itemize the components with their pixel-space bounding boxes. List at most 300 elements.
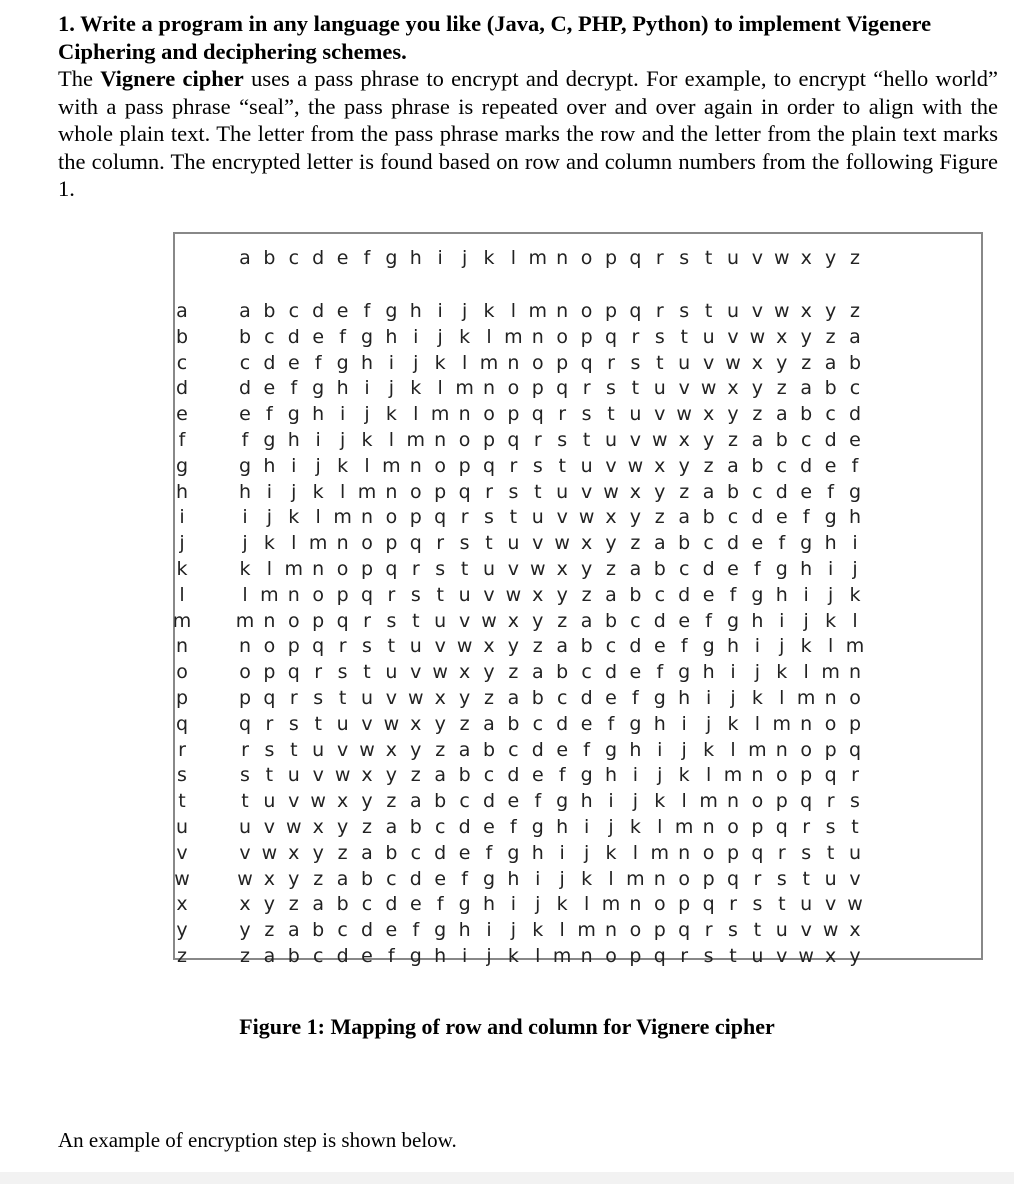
table-cell: g: [238, 454, 252, 477]
table-cell: g: [434, 919, 447, 942]
table-cell: k: [800, 635, 812, 658]
table-cell: f: [827, 480, 834, 503]
column-header-c: c: [288, 247, 300, 269]
table-cell: v: [434, 635, 446, 658]
row-label-e: e: [176, 403, 188, 426]
table-cell: d: [824, 429, 837, 451]
table-cell: y: [678, 454, 690, 477]
table-cell: a: [458, 738, 471, 761]
table-cell: y: [288, 867, 300, 890]
table-cell: w: [334, 764, 351, 787]
table-cell: g: [678, 661, 691, 684]
table-cell: t: [582, 429, 591, 451]
table-cell: s: [313, 687, 324, 709]
table-cell: o: [531, 351, 544, 374]
table-cell: m: [699, 790, 718, 813]
table-cell: w: [359, 738, 375, 761]
table-cell: k: [459, 325, 471, 348]
table-cell: z: [459, 712, 470, 735]
table-cell: g: [751, 583, 764, 606]
table-cell: f: [729, 583, 737, 606]
table-cell: s: [264, 738, 275, 761]
table-cell: r: [265, 712, 274, 735]
table-cell: q: [604, 325, 618, 348]
table-cell: c: [288, 300, 300, 322]
table-cell: t: [265, 764, 274, 787]
table-cell: s: [581, 403, 592, 426]
table-cell: k: [483, 300, 495, 322]
table-cell: n: [678, 841, 691, 864]
table-cell: x: [385, 738, 398, 761]
table-cell: h: [678, 687, 691, 709]
table-cell: a: [263, 945, 276, 967]
table-cell: i: [266, 480, 273, 503]
table-cell: s: [728, 919, 738, 942]
table-cell: u: [263, 790, 276, 813]
table-cell: s: [386, 609, 397, 632]
table-cell: o: [336, 558, 349, 580]
table-cell: r: [802, 816, 811, 838]
table-cell: a: [824, 351, 837, 374]
table-cell: e: [653, 635, 666, 658]
table-cell: o: [312, 583, 324, 606]
table-cell: r: [729, 893, 737, 916]
table-cell: u: [360, 687, 374, 709]
row-label-n: n: [175, 635, 189, 658]
row-label-i: i: [179, 506, 185, 529]
table-cell: a: [800, 377, 813, 400]
table-cell: u: [434, 609, 447, 632]
table-cell: r: [338, 635, 347, 658]
table-cell: s: [801, 841, 812, 864]
table-cell: l: [388, 429, 395, 451]
table-cell: l: [754, 712, 761, 735]
table-cell: s: [850, 790, 860, 813]
table-cell: v: [751, 300, 764, 322]
table-cell: e: [824, 454, 837, 477]
table-cell: z: [508, 661, 519, 684]
table-cell: l: [486, 325, 492, 348]
table-cell: k: [239, 558, 251, 580]
table-cell: j: [657, 764, 663, 787]
table-cell: x: [678, 429, 690, 451]
table-cell: q: [702, 893, 715, 916]
table-cell: t: [607, 403, 615, 426]
table-cell: w: [798, 945, 814, 967]
table-cell: j: [461, 300, 468, 322]
table-cell: e: [775, 506, 788, 529]
table-cell: h: [238, 480, 252, 503]
table-cell: i: [779, 609, 785, 632]
table-cell: e: [458, 841, 471, 864]
table-cell: y: [702, 429, 715, 451]
table-cell: f: [241, 429, 249, 451]
table-cell: g: [556, 790, 569, 813]
table-cell: l: [583, 893, 590, 916]
table-cell: q: [556, 377, 569, 400]
table-cell: l: [657, 816, 663, 838]
table-cell: p: [653, 919, 666, 942]
table-cell: p: [702, 867, 715, 890]
table-cell: q: [726, 867, 740, 890]
table-cell: i: [705, 687, 712, 709]
table-cell: i: [657, 738, 663, 761]
table-cell: q: [409, 532, 422, 555]
table-cell: g: [312, 377, 325, 400]
row-label-m: m: [172, 609, 192, 632]
table-cell: p: [238, 687, 252, 709]
table-cell: k: [776, 661, 788, 684]
table-cell: h: [775, 583, 788, 606]
table-cell: q: [385, 558, 398, 580]
table-cell: p: [678, 893, 691, 916]
table-cell: t: [387, 635, 396, 658]
table-cell: n: [409, 454, 422, 477]
table-cell: t: [851, 816, 859, 838]
table-cell: k: [507, 945, 519, 967]
table-cell: x: [727, 377, 739, 400]
table-cell: e: [678, 609, 691, 632]
table-cell: v: [361, 712, 373, 735]
column-header-m: m: [528, 247, 548, 269]
table-cell: m: [796, 687, 816, 709]
table-cell: i: [583, 816, 590, 838]
table-cell: x: [410, 712, 422, 735]
table-cell: o: [556, 325, 568, 348]
table-cell: y: [336, 816, 349, 838]
table-cell: d: [702, 558, 715, 580]
table-cell: z: [288, 893, 299, 916]
table-cell: t: [509, 506, 518, 529]
column-header-w: w: [774, 247, 790, 269]
table-cell: g: [409, 945, 422, 967]
table-cell: y: [556, 583, 568, 606]
row-label-k: k: [176, 558, 188, 580]
table-cell: z: [557, 609, 568, 632]
table-cell: d: [580, 687, 593, 709]
table-cell: n: [848, 661, 862, 684]
table-cell: p: [263, 661, 276, 684]
table-cell: r: [826, 790, 835, 813]
table-cell: b: [482, 738, 496, 761]
table-cell: s: [752, 893, 763, 916]
table-cell: a: [629, 558, 642, 580]
table-cell: g: [653, 687, 666, 709]
table-cell: n: [507, 351, 520, 374]
table-cell: p: [434, 480, 447, 503]
table-cell: y: [312, 841, 324, 864]
table-cell: g: [507, 841, 520, 864]
column-header-a: a: [239, 247, 251, 269]
table-cell: j: [754, 661, 761, 684]
table-cell: k: [678, 764, 690, 787]
table-cell: s: [703, 945, 714, 967]
table-cell: r: [777, 841, 786, 864]
table-cell: l: [437, 377, 443, 400]
table-cell: q: [458, 480, 471, 503]
table-cell: m: [357, 480, 377, 503]
table-cell: a: [507, 687, 520, 709]
table-cell: b: [409, 816, 422, 838]
table-cell: c: [654, 583, 666, 606]
table-cell: b: [531, 687, 544, 709]
table-cell: k: [385, 403, 397, 426]
column-header-e: e: [336, 247, 349, 269]
table-cell: w: [652, 429, 668, 451]
table-cell: p: [336, 583, 349, 606]
table-cell: h: [751, 609, 764, 632]
table-cell: x: [239, 893, 251, 916]
table-cell: d: [336, 945, 349, 967]
table-cell: f: [363, 300, 371, 322]
table-cell: u: [287, 764, 300, 787]
table-cell: f: [388, 945, 395, 967]
table-cell: u: [726, 300, 740, 322]
table-cell: m: [821, 661, 840, 684]
table-cell: q: [238, 712, 252, 735]
intro-bold-term: Vignere cipher: [100, 66, 244, 91]
table-cell: u: [531, 506, 544, 529]
table-cell: g: [580, 764, 593, 787]
table-cell: m: [552, 945, 572, 967]
table-cell: i: [291, 454, 297, 477]
table-cell: l: [315, 506, 321, 529]
table-cell: m: [479, 351, 499, 374]
table-cell: m: [260, 583, 279, 606]
table-cell: n: [263, 609, 276, 632]
intro-rest: uses a pass phrase to encrypt and decrypt. For example, to encrypt “hello world” with a pass phrase “seal”, the pass phrase is repeated over and over again in order to align with the whole plain text. The letter from the pass phrase marks the row and the letter from the plain text marks the column. The encrypted letter is found based on row and column numbers from the following Figure 1.: [58, 66, 998, 201]
row-label-j: j: [179, 532, 185, 555]
table-cell: q: [263, 687, 276, 709]
table-cell: p: [287, 635, 300, 658]
table-cell: x: [336, 790, 349, 813]
table-cell: x: [580, 532, 593, 555]
table-cell: h: [312, 403, 325, 426]
table-cell: j: [583, 841, 590, 864]
table-cell: v: [312, 764, 324, 787]
table-cell: y: [458, 687, 471, 709]
table-cell: y: [654, 480, 666, 503]
row-label-x: x: [176, 893, 188, 916]
table-cell: v: [824, 893, 837, 916]
table-cell: v: [410, 661, 422, 684]
table-cell: d: [287, 325, 300, 348]
table-cell: n: [238, 635, 252, 658]
table-cell: s: [362, 635, 372, 658]
table-cell: c: [605, 635, 617, 658]
table-cell: k: [312, 480, 324, 503]
table-cell: j: [681, 738, 687, 761]
table-cell: i: [730, 661, 736, 684]
table-cell: b: [556, 661, 569, 684]
column-header-d: d: [312, 247, 325, 269]
column-header-u: u: [726, 247, 740, 269]
table-cell: x: [751, 351, 764, 374]
table-cell: q: [629, 300, 642, 322]
table-cell: s: [532, 454, 543, 477]
table-cell: u: [458, 583, 471, 606]
table-cell: o: [239, 661, 251, 684]
table-cell: v: [556, 506, 568, 529]
table-cell: f: [656, 661, 664, 684]
table-cell: d: [800, 454, 813, 477]
table-cell: d: [360, 919, 374, 942]
row-label-f: f: [178, 429, 186, 451]
table-cell: k: [361, 429, 373, 451]
table-cell: n: [458, 403, 471, 426]
table-cell: t: [729, 945, 737, 967]
table-cell: i: [632, 764, 639, 787]
table-cell: h: [653, 712, 666, 735]
table-cell: m: [382, 454, 401, 477]
row-label-y: y: [176, 919, 188, 942]
table-cell: z: [850, 300, 860, 322]
table-cell: z: [728, 429, 738, 451]
table-cell: q: [678, 919, 691, 942]
table-cell: y: [605, 532, 617, 555]
table-cell: l: [364, 454, 370, 477]
table-cell: a: [287, 919, 300, 942]
table-cell: t: [778, 893, 786, 916]
table-cell: m: [284, 558, 304, 580]
table-cell: f: [558, 764, 566, 787]
table-cell: t: [631, 377, 640, 400]
column-header-p: p: [604, 247, 618, 269]
table-cell: v: [776, 945, 788, 967]
table-cell: r: [289, 687, 298, 709]
table-cell: y: [434, 712, 446, 735]
figure-caption: Figure 1: Mapping of row and column for Vignere cipher: [239, 1014, 775, 1039]
table-cell: q: [824, 764, 837, 787]
table-cell: f: [485, 841, 493, 864]
table-cell: a: [531, 661, 544, 684]
table-cell: o: [434, 454, 446, 477]
table-cell: d: [482, 790, 496, 813]
table-cell: n: [360, 506, 374, 529]
table-cell: f: [680, 635, 688, 658]
table-cell: f: [314, 351, 322, 374]
table-cell: v: [336, 738, 349, 761]
table-cell: v: [288, 790, 300, 813]
table-cell: h: [531, 841, 544, 864]
table-cell: w: [676, 403, 692, 426]
table-cell: h: [702, 661, 715, 684]
table-cell: m: [455, 377, 474, 400]
table-cell: t: [338, 687, 347, 709]
table-cell: l: [852, 609, 858, 632]
row-label-h: h: [175, 480, 189, 503]
table-cell: q: [336, 609, 349, 632]
table-cell: t: [534, 480, 542, 503]
table-cell: d: [775, 480, 788, 503]
table-cell: w: [261, 841, 278, 864]
table-cell: v: [239, 841, 251, 864]
table-cell: x: [629, 480, 642, 503]
table-cell: a: [849, 325, 861, 348]
table-cell: j: [486, 945, 492, 967]
table-cell: s: [288, 712, 299, 735]
table-cell: t: [558, 454, 566, 477]
table-cell: z: [264, 919, 275, 942]
table-cell: h: [434, 945, 447, 967]
table-cell: b: [848, 351, 862, 374]
table-cell: g: [531, 816, 544, 838]
table-cell: k: [434, 351, 446, 374]
table-cell: o: [629, 919, 642, 942]
table-cell: w: [822, 919, 839, 942]
table-cell: x: [800, 300, 812, 322]
table-cell: k: [825, 609, 837, 632]
table-cell: f: [534, 790, 542, 813]
table-cell: u: [775, 919, 788, 942]
table-cell: z: [386, 790, 397, 813]
table-cell: y: [532, 609, 544, 632]
table-cell: d: [409, 867, 422, 890]
table-cell: u: [238, 816, 252, 838]
table-cell: y: [800, 325, 812, 348]
table-cell: v: [483, 583, 495, 606]
table-cell: o: [678, 867, 690, 890]
table-cell: w: [383, 712, 400, 735]
table-cell: j: [535, 893, 541, 916]
table-cell: d: [531, 738, 544, 761]
table-cell: q: [653, 945, 666, 967]
table-cell: h: [360, 351, 374, 374]
table-cell: v: [702, 351, 715, 374]
table-cell: x: [654, 454, 666, 477]
row-label-g: g: [175, 454, 189, 477]
table-cell: x: [702, 403, 715, 426]
table-cell: f: [436, 893, 444, 916]
table-cell: y: [239, 919, 251, 942]
table-cell: u: [336, 712, 349, 735]
table-cell: b: [507, 712, 520, 735]
table-cell: r: [582, 377, 591, 400]
table-cell: c: [630, 609, 641, 632]
table-cell: y: [385, 764, 398, 787]
table-cell: h: [336, 377, 349, 400]
table-cell: c: [581, 661, 592, 684]
table-cell: e: [531, 764, 544, 787]
table-cell: b: [458, 764, 471, 787]
table-cell: c: [849, 377, 861, 400]
table-cell: d: [263, 351, 276, 374]
table-cell: u: [629, 403, 642, 426]
table-cell: f: [632, 687, 639, 709]
table-cell: e: [702, 583, 715, 606]
table-cell: z: [484, 687, 494, 709]
table-cell: s: [825, 816, 836, 838]
column-header-v: v: [751, 247, 764, 269]
table-cell: h: [800, 558, 813, 580]
table-cell: v: [849, 867, 861, 890]
vigenere-table-figure: [172, 232, 983, 967]
column-header-k: k: [483, 247, 495, 269]
table-cell: s: [679, 300, 690, 322]
table-cell: u: [385, 661, 398, 684]
table-cell: c: [556, 687, 568, 709]
table-cell: z: [581, 583, 592, 606]
table-cell: j: [779, 635, 785, 658]
table-cell: o: [263, 635, 276, 658]
question-heading: 1. Write a program in any language you like (Java, C, PHP, Python) to implement Vigenere Ciphering and deciphering schemes.: [58, 11, 932, 64]
table-cell: m: [235, 609, 255, 632]
table-cell: g: [800, 532, 813, 555]
table-cell: t: [290, 738, 298, 761]
table-cell: e: [239, 403, 251, 426]
table-cell: n: [556, 300, 569, 322]
table-cell: i: [461, 945, 468, 967]
